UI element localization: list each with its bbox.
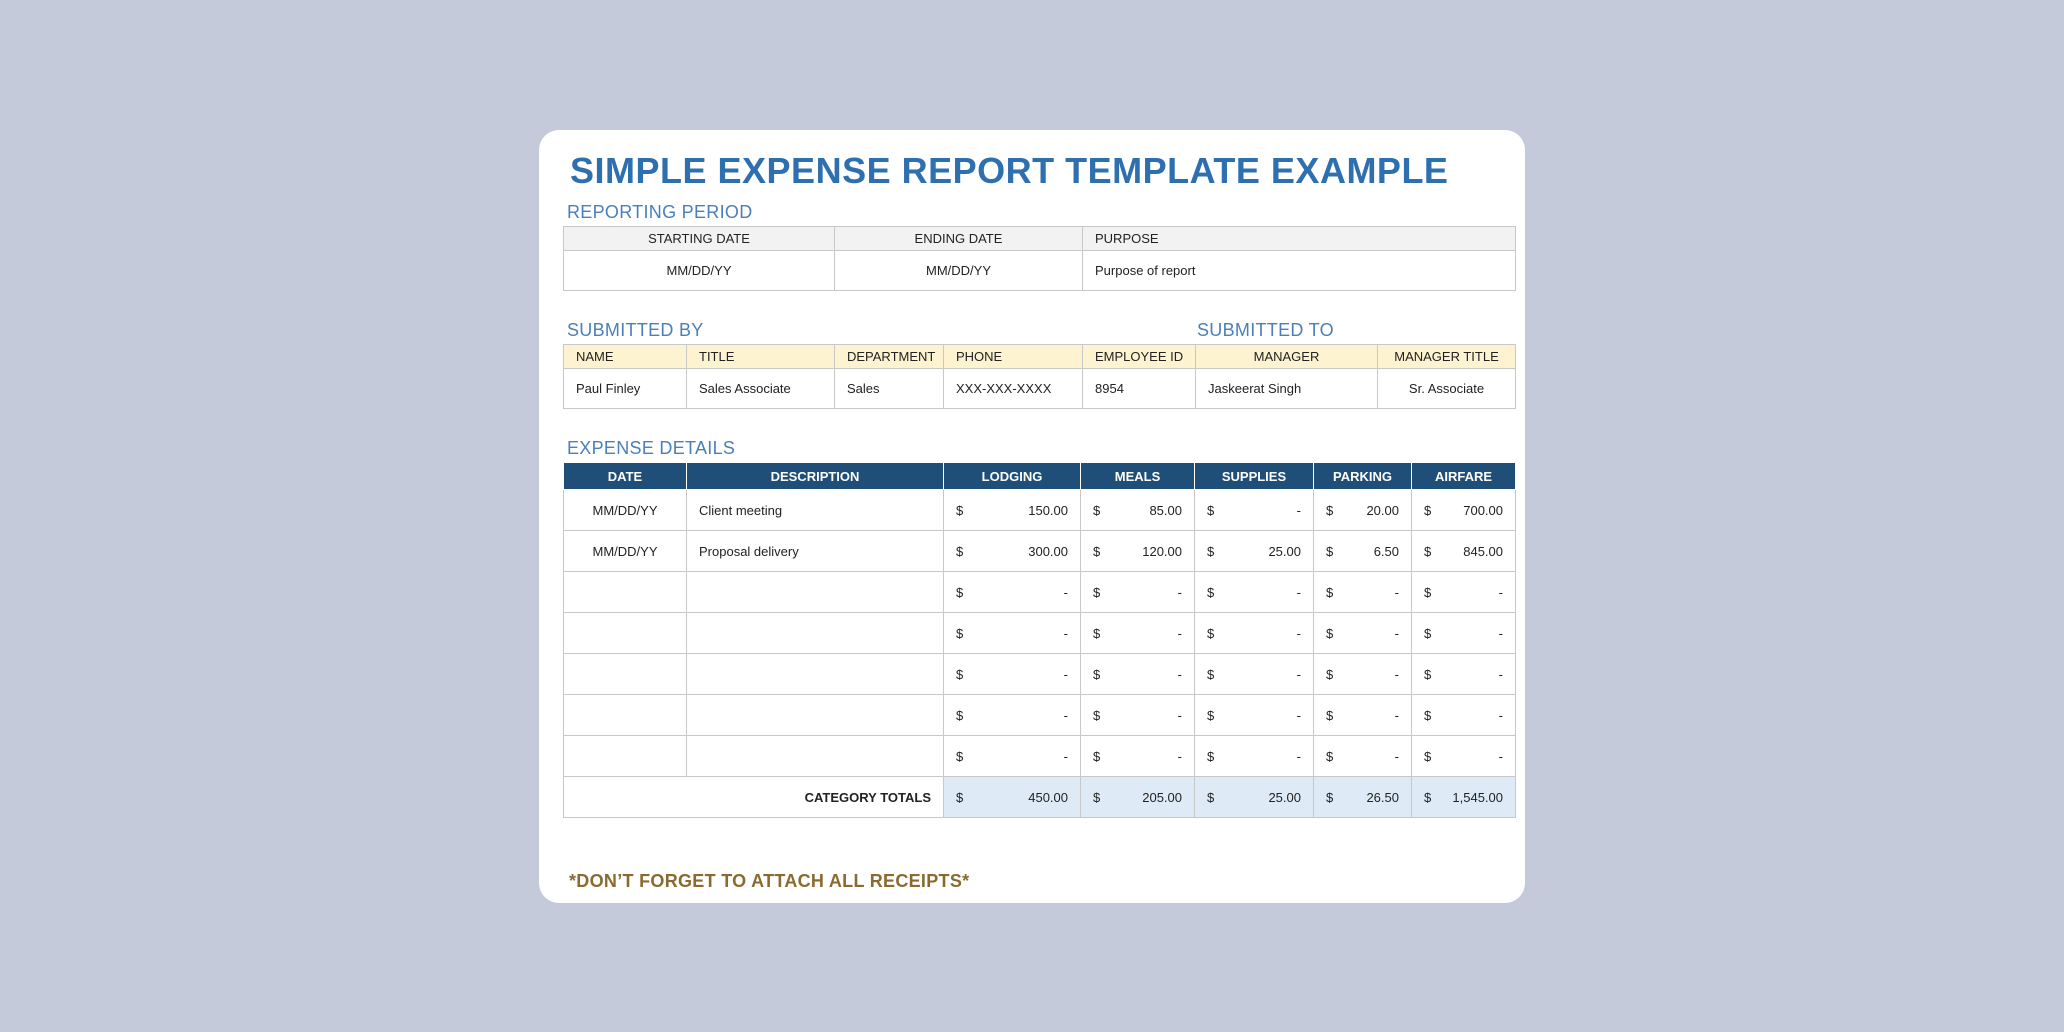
total-value: 1,545.00	[1452, 789, 1503, 805]
currency-symbol: $	[1424, 625, 1432, 641]
amount-value: -	[1394, 584, 1399, 600]
expense-supplies-cell[interactable]	[1195, 490, 1314, 531]
supplies-header: SUPPLIES	[1195, 463, 1314, 490]
expense-supplies-cell[interactable]	[1195, 695, 1314, 736]
expense-description-cell[interactable]	[687, 613, 944, 654]
amount-value: 20.00	[1366, 502, 1399, 518]
expense-airfare-cell[interactable]	[1412, 490, 1516, 531]
expense-meals-cell[interactable]	[1081, 654, 1195, 695]
currency-symbol: $	[1326, 625, 1334, 641]
amount-value: 85.00	[1149, 502, 1182, 518]
starting-date-header: STARTING DATE	[564, 227, 835, 251]
amount-value: -	[1296, 666, 1301, 682]
submitted-to-label: SUBMITTED TO	[1197, 320, 1334, 340]
expense-airfare-cell[interactable]	[1412, 654, 1516, 695]
currency-symbol: $	[1326, 789, 1334, 805]
amount-value: 700.00	[1463, 502, 1503, 518]
currency-symbol: $	[956, 666, 964, 682]
parking-total	[1314, 777, 1412, 818]
amount-value: -	[1498, 666, 1503, 682]
amount-value: -	[1498, 584, 1503, 600]
currency-symbol: $	[1207, 502, 1215, 518]
receipts-reminder: *DON’T FORGET TO ATTACH ALL RECEIPTS*	[569, 871, 970, 891]
expense-parking-cell[interactable]	[1314, 572, 1412, 613]
expense-airfare-cell[interactable]	[1412, 613, 1516, 654]
currency-symbol: $	[1326, 584, 1334, 600]
expense-supplies-cell[interactable]	[1195, 531, 1314, 572]
expense-parking-cell[interactable]	[1314, 613, 1412, 654]
currency-symbol: $	[1093, 707, 1101, 723]
amount-value: -	[1063, 666, 1068, 682]
meals-header: MEALS	[1081, 463, 1195, 490]
expense-row	[564, 654, 1516, 695]
name-field[interactable]: Paul Finley	[564, 369, 687, 409]
expense-row	[564, 531, 1516, 572]
currency-symbol: $	[1093, 502, 1101, 518]
expense-airfare-cell[interactable]	[1412, 695, 1516, 736]
currency-symbol: $	[1326, 666, 1334, 682]
currency-symbol: $	[1207, 789, 1215, 805]
amount-value: -	[1498, 707, 1503, 723]
currency-symbol: $	[1093, 543, 1101, 559]
currency-symbol: $	[1326, 707, 1334, 723]
expense-supplies-cell[interactable]	[1195, 572, 1314, 613]
expense-parking-cell[interactable]	[1314, 531, 1412, 572]
total-value: 25.00	[1268, 789, 1301, 805]
manager-header: MANAGER	[1196, 345, 1378, 369]
ending-date-field[interactable]: MM/DD/YY	[835, 251, 1083, 291]
amount-value: -	[1498, 748, 1503, 764]
expense-meals-cell[interactable]	[1081, 613, 1195, 654]
amount-value: 25.00	[1268, 543, 1301, 559]
expense-meals-cell[interactable]	[1081, 490, 1195, 531]
phone-field[interactable]: XXX-XXX-XXXX	[944, 369, 1083, 409]
expense-description-cell[interactable]	[687, 572, 944, 613]
expense-row	[564, 572, 1516, 613]
description-header: DESCRIPTION	[687, 463, 944, 490]
expense-supplies-cell[interactable]	[1195, 654, 1314, 695]
supplies-total	[1195, 777, 1314, 818]
amount-value: -	[1394, 707, 1399, 723]
currency-symbol: $	[956, 502, 964, 518]
amount-value: -	[1296, 748, 1301, 764]
amount-value: 150.00	[1028, 502, 1068, 518]
amount-value: -	[1394, 625, 1399, 641]
expense-row	[564, 736, 1516, 777]
amount-value: 845.00	[1463, 543, 1503, 559]
expense-parking-cell[interactable]	[1314, 490, 1412, 531]
lodging-total	[944, 777, 1081, 818]
expense-description-cell[interactable]: Proposal delivery	[687, 531, 944, 572]
expense-meals-cell[interactable]	[1081, 695, 1195, 736]
amount-value: 300.00	[1028, 543, 1068, 559]
expense-date-cell[interactable]	[564, 654, 687, 695]
currency-symbol: $	[956, 707, 964, 723]
expense-date-cell[interactable]	[564, 736, 687, 777]
total-value: 205.00	[1142, 789, 1182, 805]
currency-symbol: $	[1424, 707, 1432, 723]
expense-lodging-cell[interactable]	[944, 490, 1081, 531]
expense-parking-cell[interactable]	[1314, 695, 1412, 736]
expense-meals-cell[interactable]	[1081, 736, 1195, 777]
expense-airfare-cell[interactable]	[1412, 736, 1516, 777]
currency-symbol: $	[1326, 502, 1334, 518]
amount-value: -	[1177, 584, 1182, 600]
currency-symbol: $	[1424, 502, 1432, 518]
currency-symbol: $	[1093, 748, 1101, 764]
expense-supplies-cell[interactable]	[1195, 736, 1314, 777]
starting-date-field[interactable]: MM/DD/YY	[564, 251, 835, 291]
expense-description-cell[interactable]: Client meeting	[687, 490, 944, 531]
currency-symbol: $	[956, 543, 964, 559]
amount-value: -	[1063, 748, 1068, 764]
expense-parking-cell[interactable]	[1314, 736, 1412, 777]
manager-title-field[interactable]: Sr. Associate	[1378, 369, 1516, 409]
expense-row	[564, 490, 1516, 531]
airfare-header: AIRFARE	[1412, 463, 1516, 490]
phone-header: PHONE	[944, 345, 1083, 369]
expense-details-label: EXPENSE DETAILS	[567, 438, 736, 458]
currency-symbol: $	[1093, 789, 1101, 805]
amount-value: -	[1296, 707, 1301, 723]
expense-lodging-cell[interactable]	[944, 613, 1081, 654]
expense-date-cell[interactable]: MM/DD/YY	[564, 490, 687, 531]
expense-description-cell[interactable]	[687, 654, 944, 695]
expense-lodging-cell[interactable]	[944, 736, 1081, 777]
expense-report-card	[539, 130, 1525, 903]
purpose-header: PURPOSE	[1083, 227, 1516, 251]
page-title: SIMPLE EXPENSE REPORT TEMPLATE EXAMPLE	[570, 150, 1449, 191]
currency-symbol: $	[1093, 584, 1101, 600]
submitted-by-label: SUBMITTED BY	[567, 320, 704, 340]
currency-symbol: $	[1424, 543, 1432, 559]
amount-value: -	[1296, 502, 1301, 518]
currency-symbol: $	[1326, 748, 1334, 764]
expense-row	[564, 695, 1516, 736]
ending-date-header: ENDING DATE	[835, 227, 1083, 251]
totals-row	[564, 777, 1516, 818]
expense-lodging-cell[interactable]	[944, 531, 1081, 572]
employee-id-header: EMPLOYEE ID	[1083, 345, 1196, 369]
name-header: NAME	[564, 345, 687, 369]
expense-date-cell[interactable]	[564, 695, 687, 736]
expense-airfare-cell[interactable]	[1412, 572, 1516, 613]
amount-value: -	[1177, 707, 1182, 723]
expense-description-cell[interactable]	[687, 695, 944, 736]
amount-value: -	[1177, 666, 1182, 682]
expense-airfare-cell[interactable]	[1412, 531, 1516, 572]
amount-value: -	[1063, 584, 1068, 600]
expense-lodging-cell[interactable]	[944, 695, 1081, 736]
expense-meals-cell[interactable]	[1081, 531, 1195, 572]
amount-value: -	[1394, 666, 1399, 682]
title-header: TITLE	[687, 345, 835, 369]
expense-supplies-cell[interactable]	[1195, 613, 1314, 654]
currency-symbol: $	[956, 625, 964, 641]
amount-value: -	[1177, 748, 1182, 764]
department-header: DEPARTMENT	[835, 345, 944, 369]
currency-symbol: $	[1424, 789, 1432, 805]
currency-symbol: $	[1207, 707, 1215, 723]
currency-symbol: $	[1326, 543, 1334, 559]
expense-description-cell[interactable]	[687, 736, 944, 777]
expense-lodging-cell[interactable]	[944, 572, 1081, 613]
expense-details-table	[563, 462, 1516, 818]
currency-symbol: $	[1424, 748, 1432, 764]
currency-symbol: $	[956, 584, 964, 600]
category-totals-label: CATEGORY TOTALS	[564, 777, 944, 818]
amount-value: 120.00	[1142, 543, 1182, 559]
expense-parking-cell[interactable]	[1314, 654, 1412, 695]
reporting-period-label: REPORTING PERIOD	[567, 202, 753, 222]
expense-date-cell[interactable]: MM/DD/YY	[564, 531, 687, 572]
reporting-period-table	[563, 226, 1516, 291]
expense-date-cell[interactable]	[564, 572, 687, 613]
airfare-total	[1412, 777, 1516, 818]
expense-meals-cell[interactable]	[1081, 572, 1195, 613]
currency-symbol: $	[1424, 666, 1432, 682]
department-field[interactable]: Sales	[835, 369, 944, 409]
manager-title-header: MANAGER TITLE	[1378, 345, 1516, 369]
amount-value: -	[1498, 625, 1503, 641]
parking-header: PARKING	[1314, 463, 1412, 490]
employee-id-field[interactable]: 8954	[1083, 369, 1196, 409]
currency-symbol: $	[1093, 666, 1101, 682]
currency-symbol: $	[956, 748, 964, 764]
expense-date-cell[interactable]	[564, 613, 687, 654]
amount-value: -	[1296, 625, 1301, 641]
amount-value: 6.50	[1373, 543, 1399, 559]
amount-value: -	[1177, 625, 1182, 641]
title-field[interactable]: Sales Associate	[687, 369, 835, 409]
submitted-table	[563, 344, 1516, 409]
currency-symbol: $	[956, 789, 964, 805]
currency-symbol: $	[1207, 584, 1215, 600]
meals-total	[1081, 777, 1195, 818]
currency-symbol: $	[1207, 625, 1215, 641]
currency-symbol: $	[1424, 584, 1432, 600]
expense-row	[564, 613, 1516, 654]
expense-lodging-cell[interactable]	[944, 654, 1081, 695]
purpose-field[interactable]: Purpose of report	[1083, 251, 1516, 291]
total-value: 450.00	[1028, 789, 1068, 805]
currency-symbol: $	[1207, 748, 1215, 764]
amount-value: -	[1063, 707, 1068, 723]
amount-value: -	[1394, 748, 1399, 764]
amount-value: -	[1063, 625, 1068, 641]
currency-symbol: $	[1093, 625, 1101, 641]
currency-symbol: $	[1207, 666, 1215, 682]
amount-value: -	[1296, 584, 1301, 600]
date-header: DATE	[564, 463, 687, 490]
manager-field[interactable]: Jaskeerat Singh	[1196, 369, 1378, 409]
currency-symbol: $	[1207, 543, 1215, 559]
lodging-header: LODGING	[944, 463, 1081, 490]
total-value: 26.50	[1366, 789, 1399, 805]
